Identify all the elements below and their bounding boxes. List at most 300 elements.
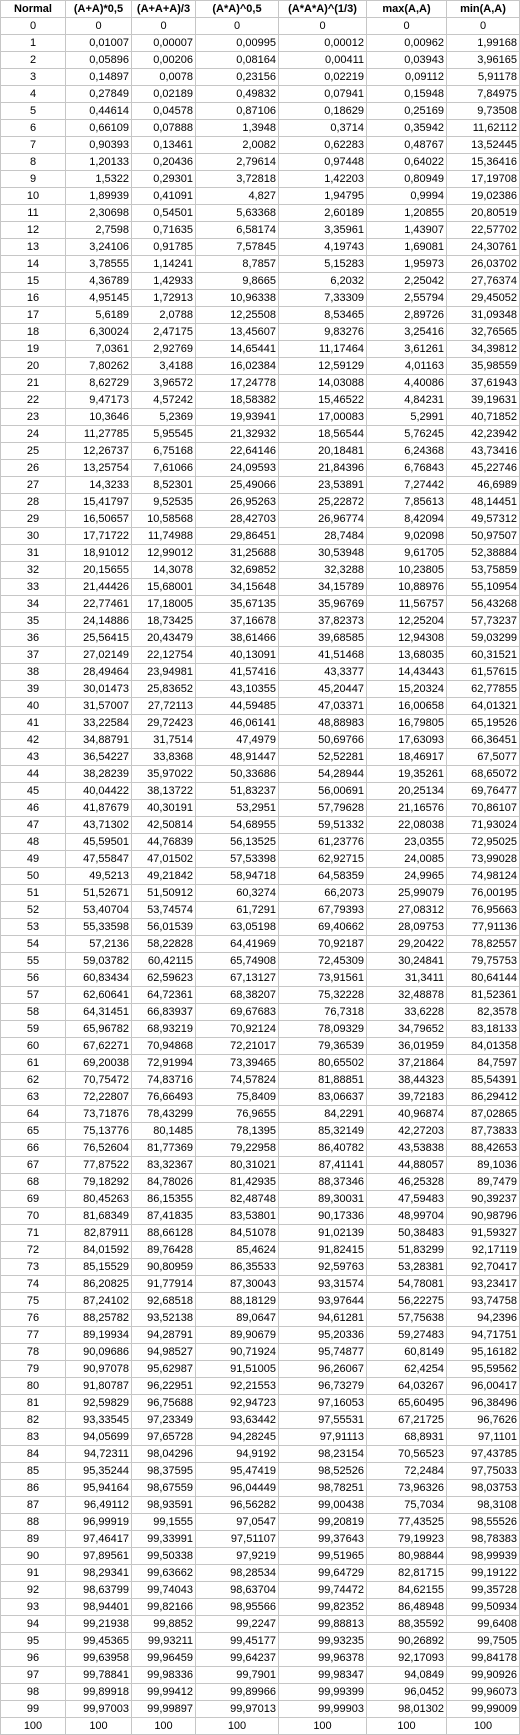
table-row xyxy=(1,273,520,290)
min-cell: 46,6989 xyxy=(447,477,520,494)
geo3-cell: 76,7318 xyxy=(279,1004,367,1021)
normal-cell: 44 xyxy=(1,766,66,783)
min-cell: 80,64144 xyxy=(447,970,520,987)
table-row xyxy=(1,1684,520,1701)
geo2-cell: 78,1395 xyxy=(196,1123,279,1140)
geo3-cell: 21,84396 xyxy=(279,460,367,477)
geo2-cell: 79,22958 xyxy=(196,1140,279,1157)
header-min: min(A,A) xyxy=(447,1,520,18)
normal-cell: 57 xyxy=(1,987,66,1004)
geo2-cell: 89,90679 xyxy=(196,1327,279,1344)
max-cell: 31,3411 xyxy=(367,970,447,987)
avg2-cell: 7,80262 xyxy=(66,358,132,375)
normal-cell: 50 xyxy=(1,868,66,885)
table-row xyxy=(1,1327,520,1344)
max-cell: 6,24368 xyxy=(367,443,447,460)
normal-cell: 73 xyxy=(1,1259,66,1276)
avg3-cell: 2,92769 xyxy=(132,341,196,358)
table-row xyxy=(1,1089,520,1106)
geo2-cell: 98,28534 xyxy=(196,1565,279,1582)
avg2-cell: 10,3646 xyxy=(66,409,132,426)
geo3-cell: 11,17464 xyxy=(279,341,367,358)
avg3-cell: 7,61066 xyxy=(132,460,196,477)
header-normal: Normal xyxy=(1,1,66,18)
max-cell: 4,84231 xyxy=(367,392,447,409)
geo2-cell: 56,13525 xyxy=(196,834,279,851)
table-row xyxy=(1,851,520,868)
table-row xyxy=(1,545,520,562)
geo3-cell: 52,52281 xyxy=(279,749,367,766)
normal-cell: 91 xyxy=(1,1565,66,1582)
geo2-cell: 91,51005 xyxy=(196,1361,279,1378)
geo2-cell: 58,94718 xyxy=(196,868,279,885)
max-cell: 53,28381 xyxy=(367,1259,447,1276)
geo2-cell: 18,58382 xyxy=(196,392,279,409)
max-cell: 24,0085 xyxy=(367,851,447,868)
geo3-cell: 50,69766 xyxy=(279,732,367,749)
table-row xyxy=(1,1021,520,1038)
geo3-cell: 1,94795 xyxy=(279,188,367,205)
normal-cell: 80 xyxy=(1,1378,66,1395)
geo3-cell: 94,61281 xyxy=(279,1310,367,1327)
avg3-cell: 93,52138 xyxy=(132,1310,196,1327)
normal-cell: 7 xyxy=(1,137,66,154)
avg2-cell: 86,20825 xyxy=(66,1276,132,1293)
avg3-cell: 99,74043 xyxy=(132,1582,196,1599)
avg3-cell: 99,50338 xyxy=(132,1548,196,1565)
geo3-cell: 92,59763 xyxy=(279,1259,367,1276)
normal-cell: 99 xyxy=(1,1701,66,1718)
avg3-cell: 81,77369 xyxy=(132,1140,196,1157)
normal-cell: 90 xyxy=(1,1548,66,1565)
normal-cell: 26 xyxy=(1,460,66,477)
avg2-cell: 60,83434 xyxy=(66,970,132,987)
geo2-cell: 2,79614 xyxy=(196,154,279,171)
normal-cell: 86 xyxy=(1,1480,66,1497)
min-cell: 98,3108 xyxy=(447,1497,520,1514)
avg3-cell: 4,57242 xyxy=(132,392,196,409)
max-cell: 79,19923 xyxy=(367,1531,447,1548)
table-row xyxy=(1,1344,520,1361)
min-cell: 71,93024 xyxy=(447,817,520,834)
header-max: max(A,A) xyxy=(367,1,447,18)
geo2-cell: 60,3274 xyxy=(196,885,279,902)
min-cell: 67,5077 xyxy=(447,749,520,766)
table-row xyxy=(1,1140,520,1157)
normal-cell: 74 xyxy=(1,1276,66,1293)
table-row xyxy=(1,1106,520,1123)
normal-cell: 23 xyxy=(1,409,66,426)
geo3-cell: 41,51468 xyxy=(279,647,367,664)
avg2-cell: 77,87522 xyxy=(66,1157,132,1174)
geo3-cell: 43,3377 xyxy=(279,664,367,681)
table-row xyxy=(1,834,520,851)
avg2-cell: 55,33598 xyxy=(66,919,132,936)
geo2-cell: 54,68955 xyxy=(196,817,279,834)
min-cell: 7,84975 xyxy=(447,86,520,103)
geo3-cell: 64,58359 xyxy=(279,868,367,885)
geo3-cell: 75,32228 xyxy=(279,987,367,1004)
table-row xyxy=(1,222,520,239)
geo3-cell: 97,16053 xyxy=(279,1395,367,1412)
normal-cell: 58 xyxy=(1,1004,66,1021)
table-row xyxy=(1,35,520,52)
avg3-cell: 64,72361 xyxy=(132,987,196,1004)
avg2-cell: 76,52604 xyxy=(66,1140,132,1157)
avg3-cell: 0,13461 xyxy=(132,137,196,154)
geo2-cell: 38,61466 xyxy=(196,630,279,647)
avg2-cell: 0,90393 xyxy=(66,137,132,154)
normal-cell: 14 xyxy=(1,256,66,273)
table-row xyxy=(1,460,520,477)
normal-cell: 19 xyxy=(1,341,66,358)
avg3-cell: 83,32367 xyxy=(132,1157,196,1174)
avg3-cell: 47,01502 xyxy=(132,851,196,868)
min-cell: 22,57702 xyxy=(447,222,520,239)
max-cell: 3,61261 xyxy=(367,341,447,358)
geo2-cell: 4,827 xyxy=(196,188,279,205)
avg3-cell: 99,82166 xyxy=(132,1599,196,1616)
avg3-cell: 0 xyxy=(132,18,196,35)
min-cell: 84,7597 xyxy=(447,1055,520,1072)
avg2-cell: 33,22584 xyxy=(66,715,132,732)
geo2-cell: 34,15648 xyxy=(196,579,279,596)
geo3-cell: 2,60189 xyxy=(279,205,367,222)
max-cell: 7,85613 xyxy=(367,494,447,511)
min-cell: 98,78383 xyxy=(447,1531,520,1548)
avg3-cell: 35,97022 xyxy=(132,766,196,783)
geo2-cell: 29,86451 xyxy=(196,528,279,545)
table-row xyxy=(1,1191,520,1208)
avg2-cell: 99,89918 xyxy=(66,1684,132,1701)
avg2-cell: 95,94164 xyxy=(66,1480,132,1497)
geo2-cell: 13,45607 xyxy=(196,324,279,341)
max-cell: 2,25042 xyxy=(367,273,447,290)
avg2-cell: 0,05896 xyxy=(66,52,132,69)
min-cell: 64,01321 xyxy=(447,698,520,715)
max-cell: 54,78081 xyxy=(367,1276,447,1293)
table-row xyxy=(1,1412,520,1429)
avg3-cell: 99,93211 xyxy=(132,1633,196,1650)
geo2-cell: 61,7291 xyxy=(196,902,279,919)
min-cell: 88,42653 xyxy=(447,1140,520,1157)
avg3-cell: 78,43299 xyxy=(132,1106,196,1123)
max-cell: 4,01163 xyxy=(367,358,447,375)
max-cell: 28,09753 xyxy=(367,919,447,936)
avg3-cell: 6,75168 xyxy=(132,443,196,460)
avg2-cell: 67,62271 xyxy=(66,1038,132,1055)
avg3-cell: 76,66493 xyxy=(132,1089,196,1106)
min-cell: 9,73508 xyxy=(447,103,520,120)
avg3-cell: 62,59623 xyxy=(132,970,196,987)
min-cell: 90,39237 xyxy=(447,1191,520,1208)
avg3-cell: 29,72423 xyxy=(132,715,196,732)
avg2-cell: 88,25782 xyxy=(66,1310,132,1327)
table-row xyxy=(1,205,520,222)
normal-cell: 69 xyxy=(1,1191,66,1208)
geo3-cell: 91,02139 xyxy=(279,1225,367,1242)
avg2-cell: 90,97078 xyxy=(66,1361,132,1378)
avg3-cell: 40,30191 xyxy=(132,800,196,817)
max-cell: 80,98844 xyxy=(367,1548,447,1565)
avg2-cell: 5,6189 xyxy=(66,307,132,324)
max-cell: 19,35261 xyxy=(367,766,447,783)
normal-cell: 9 xyxy=(1,171,66,188)
max-cell: 1,95973 xyxy=(367,256,447,273)
geo2-cell: 69,67683 xyxy=(196,1004,279,1021)
geo3-cell: 0,00012 xyxy=(279,35,367,52)
normal-cell: 40 xyxy=(1,698,66,715)
normal-cell: 45 xyxy=(1,783,66,800)
avg2-cell: 9,47173 xyxy=(66,392,132,409)
geo2-cell: 72,21017 xyxy=(196,1038,279,1055)
min-cell: 11,62112 xyxy=(447,120,520,137)
normal-cell: 70 xyxy=(1,1208,66,1225)
avg3-cell: 98,67559 xyxy=(132,1480,196,1497)
max-cell: 32,48878 xyxy=(367,987,447,1004)
avg3-cell: 9,52535 xyxy=(132,494,196,511)
max-cell: 56,22275 xyxy=(367,1293,447,1310)
normal-cell: 13 xyxy=(1,239,66,256)
avg2-cell: 94,72311 xyxy=(66,1446,132,1463)
avg2-cell: 64,31451 xyxy=(66,1004,132,1021)
table-row xyxy=(1,1599,520,1616)
geo3-cell: 35,96769 xyxy=(279,596,367,613)
avg2-cell: 93,33545 xyxy=(66,1412,132,1429)
geo3-cell: 96,73279 xyxy=(279,1378,367,1395)
normal-cell: 8 xyxy=(1,154,66,171)
min-cell: 85,54391 xyxy=(447,1072,520,1089)
min-cell: 76,95663 xyxy=(447,902,520,919)
geo2-cell: 47,4979 xyxy=(196,732,279,749)
table-row xyxy=(1,868,520,885)
normal-cell: 65 xyxy=(1,1123,66,1140)
normal-cell: 83 xyxy=(1,1429,66,1446)
avg3-cell: 3,4188 xyxy=(132,358,196,375)
table-row xyxy=(1,69,520,86)
max-cell: 0,9994 xyxy=(367,188,447,205)
geo3-cell: 95,20336 xyxy=(279,1327,367,1344)
geo3-cell: 73,91561 xyxy=(279,970,367,987)
max-cell: 4,40086 xyxy=(367,375,447,392)
max-cell: 92,17093 xyxy=(367,1650,447,1667)
geo2-cell: 97,51107 xyxy=(196,1531,279,1548)
avg2-cell: 27,02149 xyxy=(66,647,132,664)
avg2-cell: 0,66109 xyxy=(66,120,132,137)
table-row xyxy=(1,800,520,817)
normal-cell: 42 xyxy=(1,732,66,749)
geo2-cell: 81,42935 xyxy=(196,1174,279,1191)
geo3-cell: 87,41141 xyxy=(279,1157,367,1174)
max-cell: 1,43907 xyxy=(367,222,447,239)
avg3-cell: 33,8368 xyxy=(132,749,196,766)
geo3-cell: 20,18481 xyxy=(279,443,367,460)
max-cell: 9,02098 xyxy=(367,528,447,545)
geo3-cell: 97,91113 xyxy=(279,1429,367,1446)
avg3-cell: 15,68001 xyxy=(132,579,196,596)
geo3-cell: 98,52526 xyxy=(279,1463,367,1480)
max-cell: 57,75638 xyxy=(367,1310,447,1327)
geo2-cell: 95,47419 xyxy=(196,1463,279,1480)
normal-cell: 20 xyxy=(1,358,66,375)
avg2-cell: 73,71876 xyxy=(66,1106,132,1123)
max-cell: 30,24841 xyxy=(367,953,447,970)
header-avg-2: (A+A)*0,5 xyxy=(66,1,132,18)
avg2-cell: 36,54227 xyxy=(66,749,132,766)
table-row xyxy=(1,511,520,528)
max-cell: 21,16576 xyxy=(367,800,447,817)
geo2-cell: 35,67135 xyxy=(196,596,279,613)
min-cell: 48,14451 xyxy=(447,494,520,511)
header-row xyxy=(1,1,520,18)
table-row xyxy=(1,1616,520,1633)
max-cell: 59,27483 xyxy=(367,1327,447,1344)
normal-cell: 96 xyxy=(1,1650,66,1667)
geo3-cell: 84,2291 xyxy=(279,1106,367,1123)
table-row xyxy=(1,528,520,545)
min-cell: 35,98559 xyxy=(447,358,520,375)
table-row xyxy=(1,613,520,630)
table-row xyxy=(1,443,520,460)
avg2-cell: 38,28239 xyxy=(66,766,132,783)
avg3-cell: 90,80959 xyxy=(132,1259,196,1276)
max-cell: 36,01959 xyxy=(367,1038,447,1055)
max-cell: 9,61705 xyxy=(367,545,447,562)
geo2-cell: 98,95566 xyxy=(196,1599,279,1616)
geo2-cell: 16,02384 xyxy=(196,358,279,375)
avg3-cell: 0,0078 xyxy=(132,69,196,86)
max-cell: 50,38483 xyxy=(367,1225,447,1242)
max-cell: 18,46917 xyxy=(367,749,447,766)
avg2-cell: 80,45263 xyxy=(66,1191,132,1208)
geo2-cell: 97,9219 xyxy=(196,1548,279,1565)
min-cell: 43,73416 xyxy=(447,443,520,460)
geo2-cell: 17,24778 xyxy=(196,375,279,392)
max-cell: 7,27442 xyxy=(367,477,447,494)
geo3-cell: 34,15789 xyxy=(279,579,367,596)
table-row xyxy=(1,732,520,749)
avg3-cell: 94,98527 xyxy=(132,1344,196,1361)
min-cell: 52,38884 xyxy=(447,545,520,562)
normal-cell: 67 xyxy=(1,1157,66,1174)
avg2-cell: 4,95145 xyxy=(66,290,132,307)
min-cell: 94,71751 xyxy=(447,1327,520,1344)
table-row xyxy=(1,885,520,902)
geo3-cell: 83,06637 xyxy=(279,1089,367,1106)
table-row xyxy=(1,1242,520,1259)
geo3-cell: 99,74472 xyxy=(279,1582,367,1599)
geo2-cell: 68,38207 xyxy=(196,987,279,1004)
min-cell: 96,7626 xyxy=(447,1412,520,1429)
avg3-cell: 92,68518 xyxy=(132,1293,196,1310)
normal-cell: 51 xyxy=(1,885,66,902)
max-cell: 0,15948 xyxy=(367,86,447,103)
table-row xyxy=(1,919,520,936)
geo3-cell: 99,20819 xyxy=(279,1514,367,1531)
geo2-cell: 84,51078 xyxy=(196,1225,279,1242)
min-cell: 83,18133 xyxy=(447,1021,520,1038)
min-cell: 59,03299 xyxy=(447,630,520,647)
geo2-cell: 90,71924 xyxy=(196,1344,279,1361)
geo2-cell: 5,63368 xyxy=(196,205,279,222)
avg2-cell: 87,24102 xyxy=(66,1293,132,1310)
min-cell: 99,50934 xyxy=(447,1599,520,1616)
avg2-cell: 62,60641 xyxy=(66,987,132,1004)
table-row xyxy=(1,290,520,307)
max-cell: 68,8931 xyxy=(367,1429,447,1446)
max-cell: 64,03267 xyxy=(367,1378,447,1395)
avg3-cell: 0,91785 xyxy=(132,239,196,256)
min-cell: 72,95025 xyxy=(447,834,520,851)
normal-cell: 75 xyxy=(1,1293,66,1310)
geo2-cell: 50,33686 xyxy=(196,766,279,783)
avg3-cell: 98,93591 xyxy=(132,1497,196,1514)
normal-cell: 76 xyxy=(1,1310,66,1327)
avg3-cell: 53,74574 xyxy=(132,902,196,919)
table-row xyxy=(1,987,520,1004)
geo3-cell: 99,98347 xyxy=(279,1667,367,1684)
max-cell: 0,64022 xyxy=(367,154,447,171)
normal-cell: 66 xyxy=(1,1140,66,1157)
table-row xyxy=(1,1004,520,1021)
geo2-cell: 14,65441 xyxy=(196,341,279,358)
geo3-cell: 1,42203 xyxy=(279,171,367,188)
geo3-cell: 66,2073 xyxy=(279,885,367,902)
table-row xyxy=(1,1395,520,1412)
max-cell: 37,21864 xyxy=(367,1055,447,1072)
normal-cell: 54 xyxy=(1,936,66,953)
min-cell: 19,02386 xyxy=(447,188,520,205)
avg3-cell: 0,41091 xyxy=(132,188,196,205)
geo3-cell: 0,02219 xyxy=(279,69,367,86)
avg3-cell: 14,3078 xyxy=(132,562,196,579)
normal-cell: 68 xyxy=(1,1174,66,1191)
geo2-cell: 3,72818 xyxy=(196,171,279,188)
table-row xyxy=(1,766,520,783)
normal-cell: 21 xyxy=(1,375,66,392)
avg3-cell: 58,22828 xyxy=(132,936,196,953)
geo3-cell: 91,82415 xyxy=(279,1242,367,1259)
avg3-cell: 3,96572 xyxy=(132,375,196,392)
geo2-cell: 74,57824 xyxy=(196,1072,279,1089)
table-row xyxy=(1,18,520,35)
avg2-cell: 12,26737 xyxy=(66,443,132,460)
max-cell: 65,60495 xyxy=(367,1395,447,1412)
avg2-cell: 4,36789 xyxy=(66,273,132,290)
normal-cell: 59 xyxy=(1,1021,66,1038)
table-row xyxy=(1,970,520,987)
table-row xyxy=(1,579,520,596)
geo2-cell: 99,89966 xyxy=(196,1684,279,1701)
avg3-cell: 11,74988 xyxy=(132,528,196,545)
table-row xyxy=(1,1276,520,1293)
normal-cell: 25 xyxy=(1,443,66,460)
min-cell: 92,70417 xyxy=(447,1259,520,1276)
avg2-cell: 82,87911 xyxy=(66,1225,132,1242)
normal-cell: 48 xyxy=(1,834,66,851)
min-cell: 45,22746 xyxy=(447,460,520,477)
avg2-cell: 31,57007 xyxy=(66,698,132,715)
min-cell: 5,91178 xyxy=(447,69,520,86)
min-cell: 73,99028 xyxy=(447,851,520,868)
normal-cell: 31 xyxy=(1,545,66,562)
avg3-cell: 98,37595 xyxy=(132,1463,196,1480)
normal-cell: 85 xyxy=(1,1463,66,1480)
max-cell: 73,96326 xyxy=(367,1480,447,1497)
geo3-cell: 30,53948 xyxy=(279,545,367,562)
avg3-cell: 12,99012 xyxy=(132,545,196,562)
table-row xyxy=(1,1582,520,1599)
